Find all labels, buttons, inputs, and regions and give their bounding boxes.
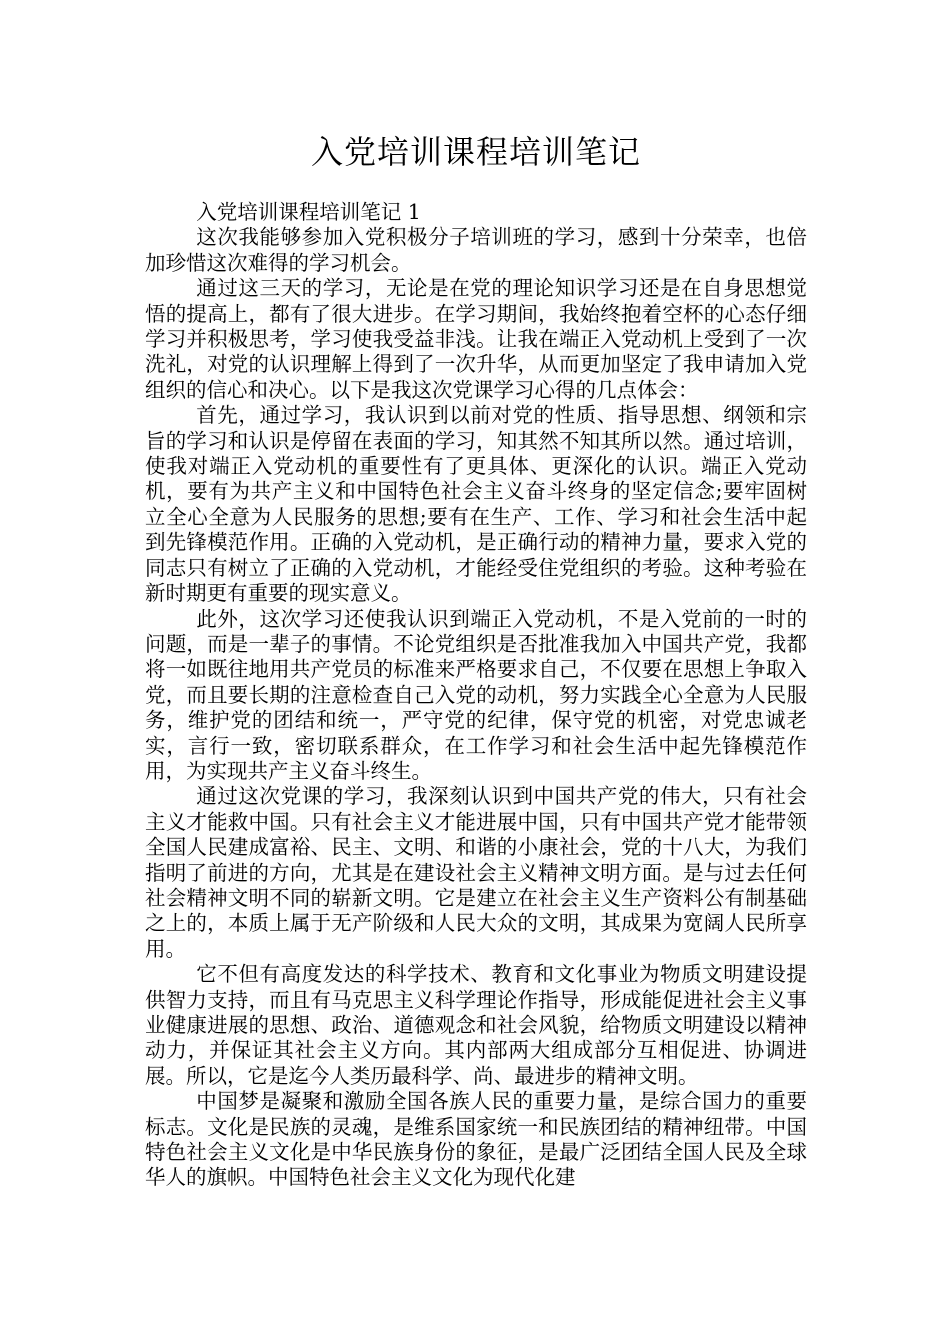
document-body: [145, 200, 807, 1191]
paragraph: 通过这次党课的学习，我深刻认识到中国共产党的伟大，只有社会主义才能救中国。只有社会主义才能进展中国，只有中国共产党才能带领全国人民建成富裕、民主、文明、和谐的小康社会，党的十八大，为我们指明了前进的方向，尤其是在建设社会主义精神文明方面。是与过去任何社会精神文明不同的崭新文明。它是建立在社会主义生产资料公有制基础之上的，本质上属于无产阶级和人民大众的文明，其成果为宽阔人民所享用。: [145, 784, 807, 961]
paragraph: 这次我能够参加入党积极分子培训班的学习，感到十分荣幸，也倍加珍惜这次难得的学习机会。: [145, 225, 807, 275]
paragraph: 它不但有高度发达的科学技术、教育和文化事业为物质文明建设提供智力支持，而且有马克思主义科学理论作指导，形成能促进社会主义事业健康进展的思想、政治、道德观念和社会风貌，给物质文明建设以精神动力，并保证其社会主义方向。其内部两大组成部分互相促进、协调进展。所以，它是迄今人类历最科学、尚、最进步的精神文明。: [145, 962, 807, 1088]
paragraph-heading: 入党培训课程培训笔记 1: [196, 200, 421, 224]
document-page: [145, 0, 807, 1344]
paragraph: 通过这三天的学习，无论是在党的理论知识学习还是在自身思想觉悟的提高上，都有了很大进步。在学习期间，我始终抱着空杯的心态仔细学习并积极思考，学习使我受益非浅。让我在端正入党动机上受到了一次洗礼，对党的认识理解上得到了一次升华，从而更加坚定了我申请加入党组织的信心和决心。以下是我这次党课学习心得的几点体会：: [145, 276, 807, 402]
paragraph: 中国梦是凝聚和激励全国各族人民的重要力量，是综合国力的重要标志。文化是民族的灵魂，是维系国家统一和民族团结的精神纽带。中国特色社会主义文化是中华民族身份的象征，是最广泛团结全国人民及全球华人的旗帜。中国特色社会主义文化为现代化建: [145, 1089, 807, 1190]
paragraph: 此外，这次学习还使我认识到端正入党动机，不是入党前的一时的问题，而是一辈子的事情。不论党组织是否批准我加入中国共产党，我都将一如既往地用共产党员的标准来严格要求自己，不仅要在思想上争取入党，而且要长期的注意检查自己入党的动机，努力实践全心全意为人民服务，维护党的团结和统一，严守党的纪律，保守党的机密，对党忠诚老实，言行一致，密切联系群众，在工作学习和社会生活中起先锋模范作用，为实现共产主义奋斗终生。: [145, 606, 807, 783]
paragraph: 首先，通过学习，我认识到以前对党的性质、指导思想、纲领和宗旨的学习和认识是停留在表面的学习，知其然不知其所以然。通过培训，使我对端正入党动机的重要性有了更具体、更深化的认识。端正入党动机，要有为共产主义和中国特色社会主义奋斗终身的坚定信念;要牢固树立全心全意为人民服务的思想;要有在生产、工作、学习和社会生活中起到先锋模范作用。正确的入党动机，是正确行动的精神力量，要求入党的同志只有树立了正确的入党动机，才能经受住党组织的考验。这种考验在新时期更有重要的现实意义。: [145, 403, 807, 606]
document-title: 入党培训课程培训笔记: [310, 133, 641, 171]
